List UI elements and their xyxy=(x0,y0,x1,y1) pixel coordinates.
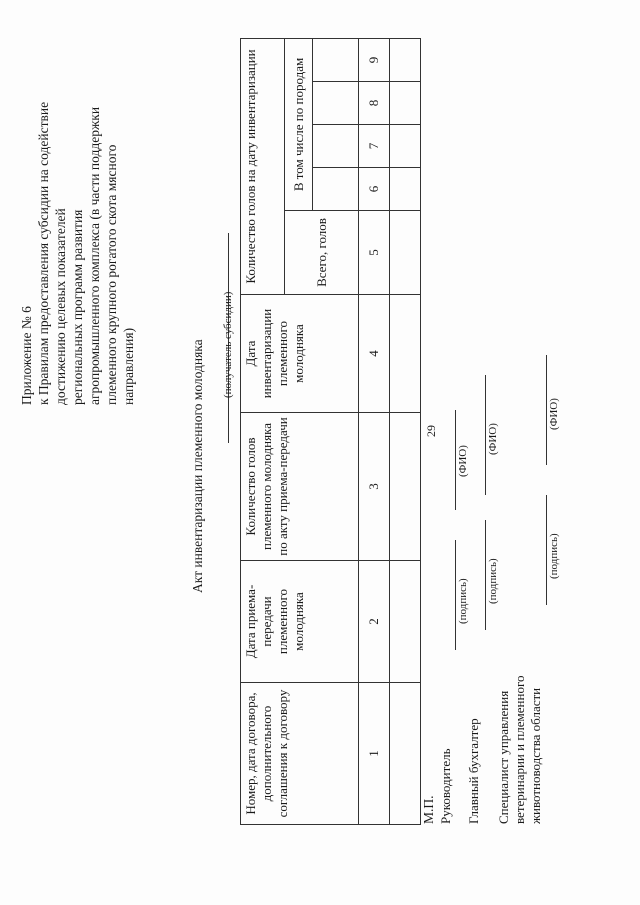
head-name-caption: (ФИО) xyxy=(457,445,469,477)
breed-cell xyxy=(313,38,359,81)
accountant-name-caption: (ФИО) xyxy=(487,423,499,455)
table-cell xyxy=(390,168,421,211)
column-number: 9 xyxy=(359,38,390,81)
accountant-signature-line xyxy=(485,520,486,630)
column-number: 8 xyxy=(359,82,390,125)
appendix-title: Приложение № 6 xyxy=(19,306,34,405)
table-cell xyxy=(390,82,421,125)
accountant-name-line xyxy=(485,375,486,495)
column-number: 4 xyxy=(359,295,390,413)
table-cell xyxy=(390,413,421,561)
appendix-line: достижению целевых показателей xyxy=(53,208,68,405)
column-number: 6 xyxy=(359,168,390,211)
stamp-mark: М.П. xyxy=(421,795,436,824)
head-label: Руководитель xyxy=(438,748,453,824)
table-row xyxy=(390,38,421,824)
page-number: 29 xyxy=(424,425,438,437)
breed-cell xyxy=(313,168,359,211)
header-inventory-date: Дата инвентаризации племенного молодняка xyxy=(241,295,359,413)
breed-cell xyxy=(313,125,359,168)
table-cell xyxy=(390,561,421,683)
specialist-name-line xyxy=(546,355,547,465)
appendix-line: направления) xyxy=(121,327,136,405)
table-cell xyxy=(390,211,421,295)
specialist-label: Специалист управления ветеринарии и племенного животноводства области xyxy=(496,675,543,824)
column-number: 7 xyxy=(359,125,390,168)
accountant-label: Главный бухгалтер xyxy=(466,718,481,824)
column-number: 2 xyxy=(359,561,390,683)
column-number: 1 xyxy=(359,683,390,825)
header-contract: Номер, дата договора, дополнительного соглашения к договору xyxy=(241,683,359,825)
header-total: Всего, голов xyxy=(285,211,359,295)
table-cell xyxy=(390,295,421,413)
specialist-name-caption: (ФИО) xyxy=(548,398,560,430)
column-number: 5 xyxy=(359,211,390,295)
table-header-row xyxy=(241,38,285,824)
appendix-line: агропромышленного комплекса (в части поддержки xyxy=(87,106,102,405)
appendix-block xyxy=(18,5,137,405)
head-signature-caption: (подпись) xyxy=(457,578,469,624)
header-heads-by-act: Количество голов племенного молодняка по акту приема-передачи xyxy=(241,413,359,561)
inventory-table xyxy=(240,38,421,825)
header-by-breed: В том числе по породам xyxy=(285,38,313,210)
header-heads-on-date: Количество голов на дату инвентаризации xyxy=(241,38,285,294)
table-cell xyxy=(390,683,421,825)
table-cell xyxy=(390,125,421,168)
appendix-line: к Правилам предоставления субсидии на содействие xyxy=(36,101,51,405)
column-number-row xyxy=(359,38,390,824)
head-signature-line xyxy=(455,540,456,650)
head-name-line xyxy=(455,410,456,510)
specialist-signature-line xyxy=(546,495,547,605)
appendix-line: племенного крупного рогатого скота мясного xyxy=(104,144,119,405)
act-title: Акт инвентаризации племенного молодняка xyxy=(190,339,205,593)
column-number: 3 xyxy=(359,413,390,561)
appendix-line: региональных программ развития xyxy=(70,209,85,405)
header-transfer-date: Дата приема-передачи племенного молодняка xyxy=(241,561,359,683)
accountant-signature-caption: (подпись) xyxy=(487,558,499,604)
specialist-signature-caption: (подпись) xyxy=(548,533,560,579)
breed-cell xyxy=(313,82,359,125)
recipient-caption: (получатель субсидии) xyxy=(222,291,234,398)
table-cell xyxy=(390,38,421,81)
